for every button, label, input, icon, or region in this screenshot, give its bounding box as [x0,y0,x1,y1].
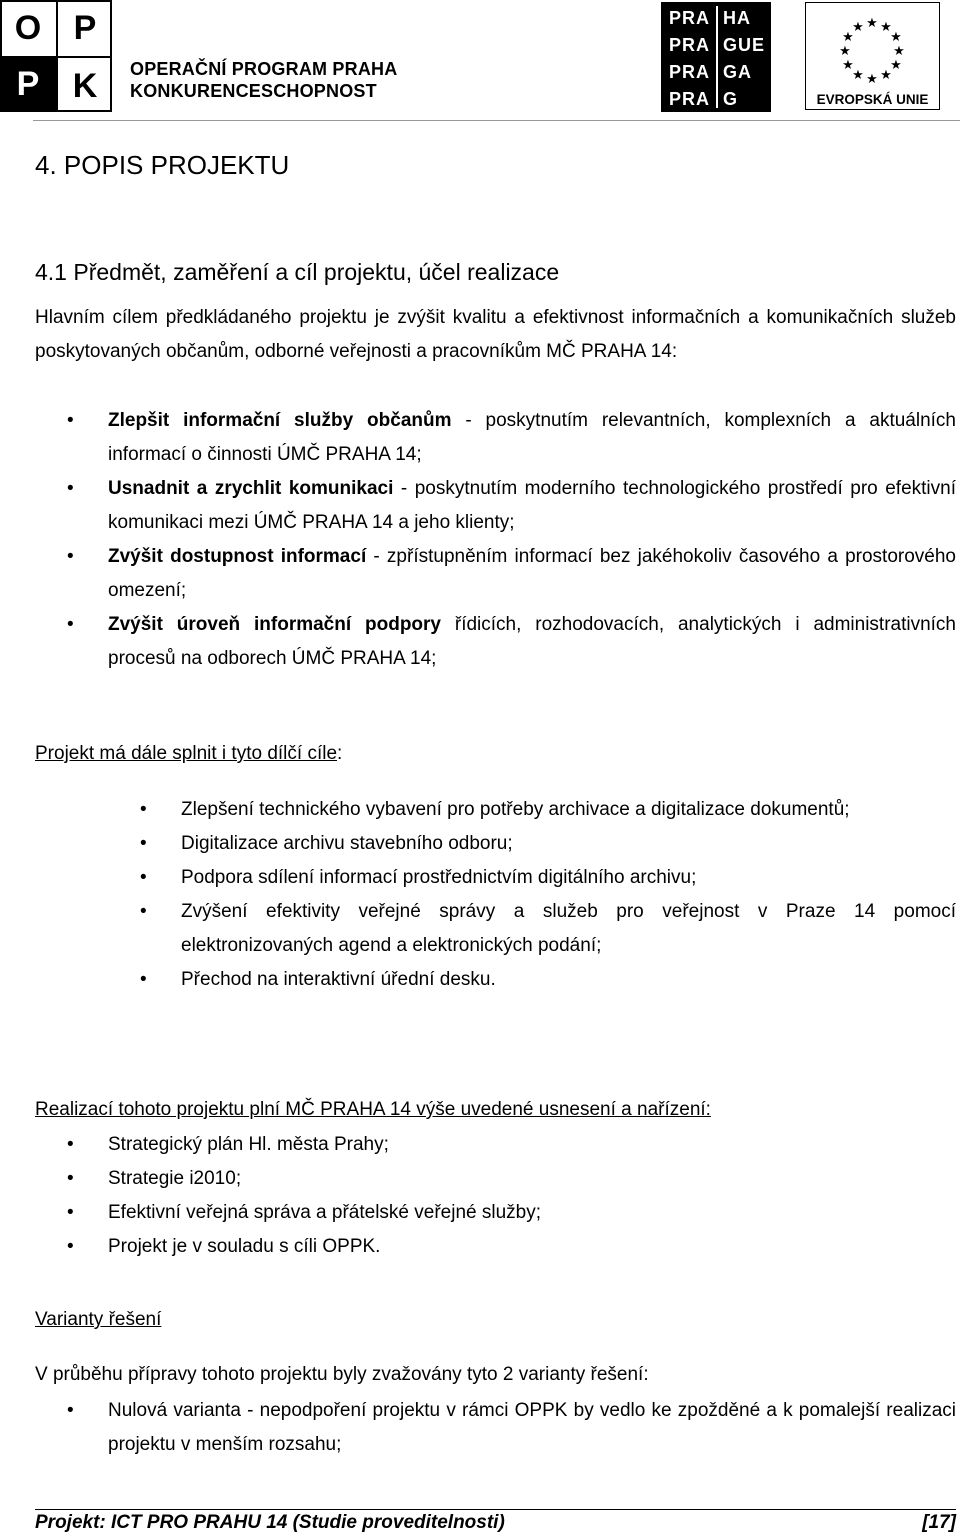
bullet-icon: • [67,478,74,499]
goal-text: - poskytnutím relevantních, komplexních a aktuálních informací o činnosti ÚMČ PRAHA 14; [108,410,956,465]
bullet-icon: • [140,867,147,888]
list-item [35,895,956,963]
bullet-icon: • [67,1168,74,1189]
bullet-icon: • [140,833,147,854]
footer-divider [35,1509,956,1510]
opp-logo-letter: K [56,56,112,112]
praha-logo-text: HA [723,8,751,28]
svg-text:★: ★ [866,16,878,31]
subsection-title: 4.1 Předmět, zaměření a cíl projektu, účel realizace [35,259,560,285]
praha-logo [661,2,771,112]
variants-intro: V průběhu přípravy tohoto projektu byly zvažovány tyto 2 varianty řešení: [35,1364,649,1385]
eu-flag-logo [805,2,940,110]
praha-logo-text: PRA [669,62,711,82]
partial-goals-heading: Projekt má dále splnit i tyto dílčí cíle [35,743,338,764]
list-item [35,540,956,608]
list-item [35,827,956,861]
bullet-icon: • [67,614,74,635]
goal-bold: Zvýšit úroveň informační podpory [108,614,441,635]
fulfils-list [35,1128,956,1264]
svg-text:★: ★ [852,20,864,35]
praha-logo-left [669,5,710,113]
header-divider [33,120,960,121]
svg-text:★: ★ [842,58,854,73]
praha-logo-text: G [723,89,739,109]
partial-goal-text: Zvýšení efektivity veřejné správy a služeb pro veřejnost v Praze 14 pomocí elektronizovaných agend a elektronických podání; [181,901,956,956]
goal-text: řídicích, rozhodovacích, analytických i administrativních procesů na odborech ÚMČ PRAHA 14; [108,614,956,669]
goal-bold: Zlepšit informační služby občanům [108,410,452,431]
svg-text:★: ★ [880,68,892,83]
svg-text:★: ★ [842,30,854,45]
list-item [35,1394,956,1462]
partial-goal-text: Podpora sdílení informací prostřednictvím digitálního archivu; [181,867,697,888]
praha-logo-text: PRA [669,8,711,28]
goal-text: - poskytnutím moderního technologického prostředí pro efektivní komunikaci mezi ÚMČ PRAHA 14 a jeho klienty; [108,478,956,533]
partial-goal-text: Digitalizace archivu stavebního odboru; [181,833,513,854]
page-footer [35,1512,956,1534]
svg-text:★: ★ [852,68,864,83]
svg-text:★: ★ [890,58,902,73]
fulfils-text: Projekt je v souladu s cíli OPPK. [108,1236,381,1257]
goal-bold: Usnadnit a zrychlit komunikaci [108,478,394,499]
fulfils-heading: Realizací tohoto projektu plní MČ PRAHA 14 výše uvedené usnesení a nařízení: [35,1099,711,1120]
list-item [35,793,956,827]
praha-logo-text: GUE [723,35,766,55]
partial-goal-text: Zlepšení technického vybavení pro potřeby archivace a digitalizace dokumentů; [181,799,850,820]
opp-logo-letter: P [0,56,56,112]
opp-program-line1: OPERAČNÍ PROGRAM PRAHA [130,59,398,79]
list-item [35,404,956,472]
list-item [35,1128,956,1162]
list-item [35,1162,956,1196]
partial-goal-text: Přechod na interaktivní úřední desku. [181,969,496,990]
bullet-icon: • [67,1236,74,1257]
praha-logo-right [723,5,765,113]
opp-program-line2: KONKURENCESCHOPNOST [130,81,377,101]
variant-text: Nulová varianta - nepodpoření projektu v rámci OPPK by vedlo ke zpožděné a k pomalejší realizaci projektu v menším rozsahu; [108,1400,956,1455]
list-item [35,861,956,895]
eu-label: EVROPSKÁ UNIE [816,92,929,107]
list-item [35,963,956,997]
partial-goals-list [35,793,956,997]
praha-logo-text: PRA [669,35,711,55]
praha-logo-text: GA [723,62,752,82]
praha-logo-text: PRA [669,89,711,109]
footer-project: Projekt: ICT PRO PRAHU 14 (Studie proveditelnosti) [35,1512,505,1533]
bullet-icon: • [140,969,147,990]
opp-logo-letter: O [0,0,56,56]
svg-text:★: ★ [880,20,892,35]
variants-heading: Varianty řešení [35,1309,162,1330]
page-header [0,0,960,140]
page-number: [17] [922,1512,956,1533]
list-item [35,1196,956,1230]
opp-logo-letter: P [56,0,112,56]
fulfils-heading-line [35,1093,956,1127]
goals-list [35,404,956,676]
bullet-icon: • [140,901,147,922]
opp-logo [0,0,112,112]
goal-text: - zpřístupněním informací bez jakéhokoliv časového a prostorového omezení; [108,546,956,601]
fulfils-text: Efektivní veřejná správa a přátelské veřejné služby; [108,1202,541,1223]
opp-program-name [130,58,397,102]
fulfils-text: Strategický plán Hl. města Prahy; [108,1134,389,1155]
list-item [35,472,956,540]
goal-bold: Zvýšit dostupnost informací [108,546,367,567]
bullet-icon: • [67,1202,74,1223]
bullet-icon: • [67,546,74,567]
list-item [35,1230,956,1264]
partial-goals-heading-line [35,737,956,771]
svg-text:★: ★ [890,30,902,45]
heading-colon: : [337,743,343,764]
bullet-icon: • [140,799,147,820]
variants-heading-line [35,1303,956,1337]
svg-text:★: ★ [839,44,851,59]
section-title: 4. POPIS PROJEKTU [35,150,290,180]
svg-text:★: ★ [893,44,905,59]
eu-stars-icon [806,3,939,89]
variants-list [35,1394,956,1462]
bullet-icon: • [67,1134,74,1155]
list-item [35,608,956,676]
svg-text:★: ★ [866,72,878,87]
bullet-icon: • [67,1400,74,1421]
fulfils-text: Strategie i2010; [108,1168,242,1189]
intro-paragraph: Hlavním cílem předkládaného projektu je zvýšit kvalitu a efektivnost informačních a komunikačních služeb poskytovaných občanům, odborné veřejnosti a pracovníkům MČ PRAHA 14: [35,307,956,362]
bullet-icon: • [67,410,74,431]
